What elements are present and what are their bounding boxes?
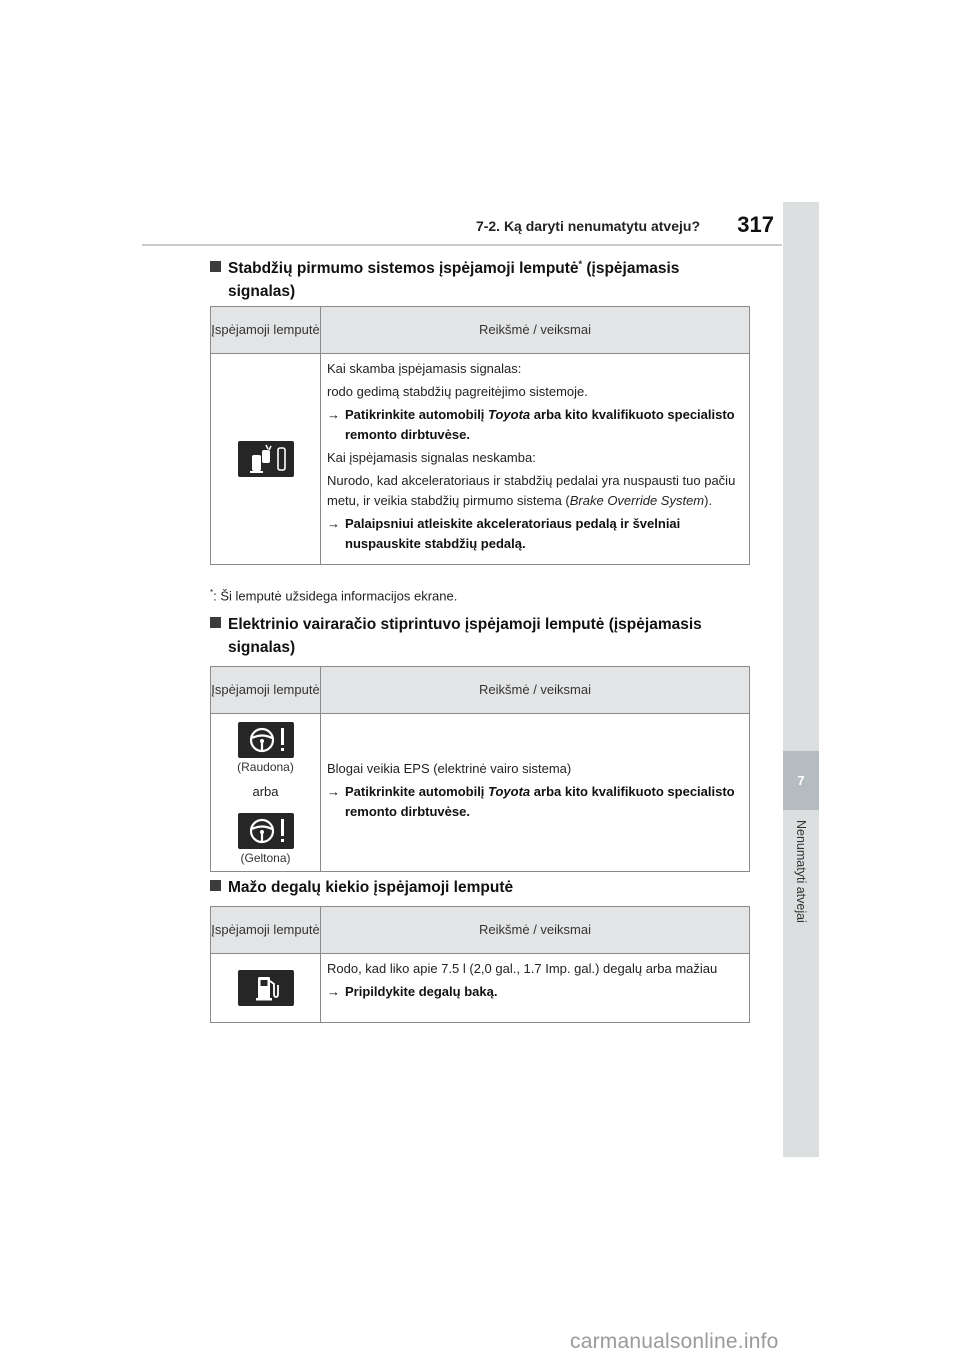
eps-table xyxy=(210,666,750,872)
brake-override-warning-icon xyxy=(238,441,294,477)
arrow-right-icon: → xyxy=(327,407,340,422)
section-heading-eps: Elektrinio vairaračio stiprintuvo įspėjamoji lemputė (įspėjamasis signalas) xyxy=(210,613,702,659)
col-header-lamp: Įspėjamoji lemputė xyxy=(211,907,321,954)
meaning-cell: Kai skamba įspėjamasis signalas: rodo gedimą stabdžių pagreitėjimo sistemoje. → Patikrinkite automobilį Toyota arba kito kvalifikuoto specialisto remonto dirbtuvėse. Kai įspėjamasis signalas neskamba: Nurodo, kad akceleratoriaus ir stabdžių pedalai yra nuspausti tuo pačiu metu, ir veikia stabdžių pirmumo sistema (Brake Override System). → Palaipsniui atleiskite akceleratoriaus pedalą ir švelniai nuspauskite stabdžių pedalą. xyxy=(321,354,750,565)
square-bullet-icon xyxy=(210,880,221,891)
square-bullet-icon xyxy=(210,617,221,628)
action-release-pedal: → Palaipsniui atleiskite akceleratoriaus pedalą ir švelniai nuspauskite stabdžių pedalą. xyxy=(327,516,681,551)
table-row xyxy=(211,954,750,1023)
section-heading-brake-override: Stabdžių pirmumo sistemos įspėjamoji lemputė* (įspėjamasis signalas) xyxy=(210,253,679,303)
col-header-lamp: Įspėjamoji lemputė xyxy=(211,667,321,714)
square-bullet-icon xyxy=(210,261,221,272)
eps-warning-icon-yellow xyxy=(238,813,294,849)
table-row xyxy=(211,354,750,565)
chapter-side-tab xyxy=(783,202,819,1157)
col-header-meaning: Reikšmė / veiksmai xyxy=(321,907,750,954)
action-refuel: → Pripildykite degalų baką. xyxy=(327,982,743,1002)
col-header-lamp: Įspėjamoji lemputė xyxy=(211,307,321,354)
section-heading-low-fuel: Mažo degalų kiekio įspėjamoji lemputė xyxy=(210,876,513,899)
col-header-meaning: Reikšmė / veiksmai xyxy=(321,667,750,714)
action-check-service: → Patikrinkite automobilį Toyota arba kito kvalifikuoto specialisto remonto dirbtuvėse. xyxy=(327,783,735,819)
lamp-cell: (Raudona) arba (Geltona) xyxy=(211,714,321,872)
low-fuel-table xyxy=(210,906,750,1023)
arrow-right-icon: → xyxy=(327,984,340,999)
action-check-service: → Patikrinkite automobilį Toyota arba kito kvalifikuoto specialisto remonto dirbtuvėse. xyxy=(327,407,735,442)
meaning-cell: Blogai veikia EPS (elektrinė vairo sistema) → Patikrinkite automobilį Toyota arba kito kvalifikuoto specialisto remonto dirbtuvėse. xyxy=(321,714,750,872)
table-header-row xyxy=(211,667,750,714)
brake-override-table xyxy=(210,306,750,565)
arrow-right-icon: → xyxy=(327,516,340,531)
header-divider xyxy=(142,244,782,246)
eps-warning-icon-red xyxy=(238,722,294,758)
lamp-cell xyxy=(211,354,321,565)
lamp-cell xyxy=(211,954,321,1023)
footnote: *: Ši lemputė užsidega informacijos ekrane. xyxy=(210,588,458,604)
fuel-pump-icon xyxy=(238,970,294,1006)
page-number: 317 xyxy=(737,212,774,237)
meaning-cell: Rodo, kad liko apie 7.5 l (2,0 gal., 1.7 Imp. gal.) degalų arba mažiau → Pripildykite degalų baką. xyxy=(321,954,750,1023)
table-header-row xyxy=(211,907,750,954)
arrow-right-icon: → xyxy=(327,783,340,799)
section-header-title: 7-2. Ką daryti nenumatytu atveju? xyxy=(475,218,700,234)
col-header-meaning: Reikšmė / veiksmai xyxy=(321,307,750,354)
chapter-label: Nenumatyti atvejai xyxy=(794,820,808,923)
watermark: carmanualsonline.info xyxy=(570,1330,779,1353)
table-header-row xyxy=(211,307,750,354)
table-row xyxy=(211,714,750,872)
chapter-number: 7 xyxy=(783,751,819,810)
